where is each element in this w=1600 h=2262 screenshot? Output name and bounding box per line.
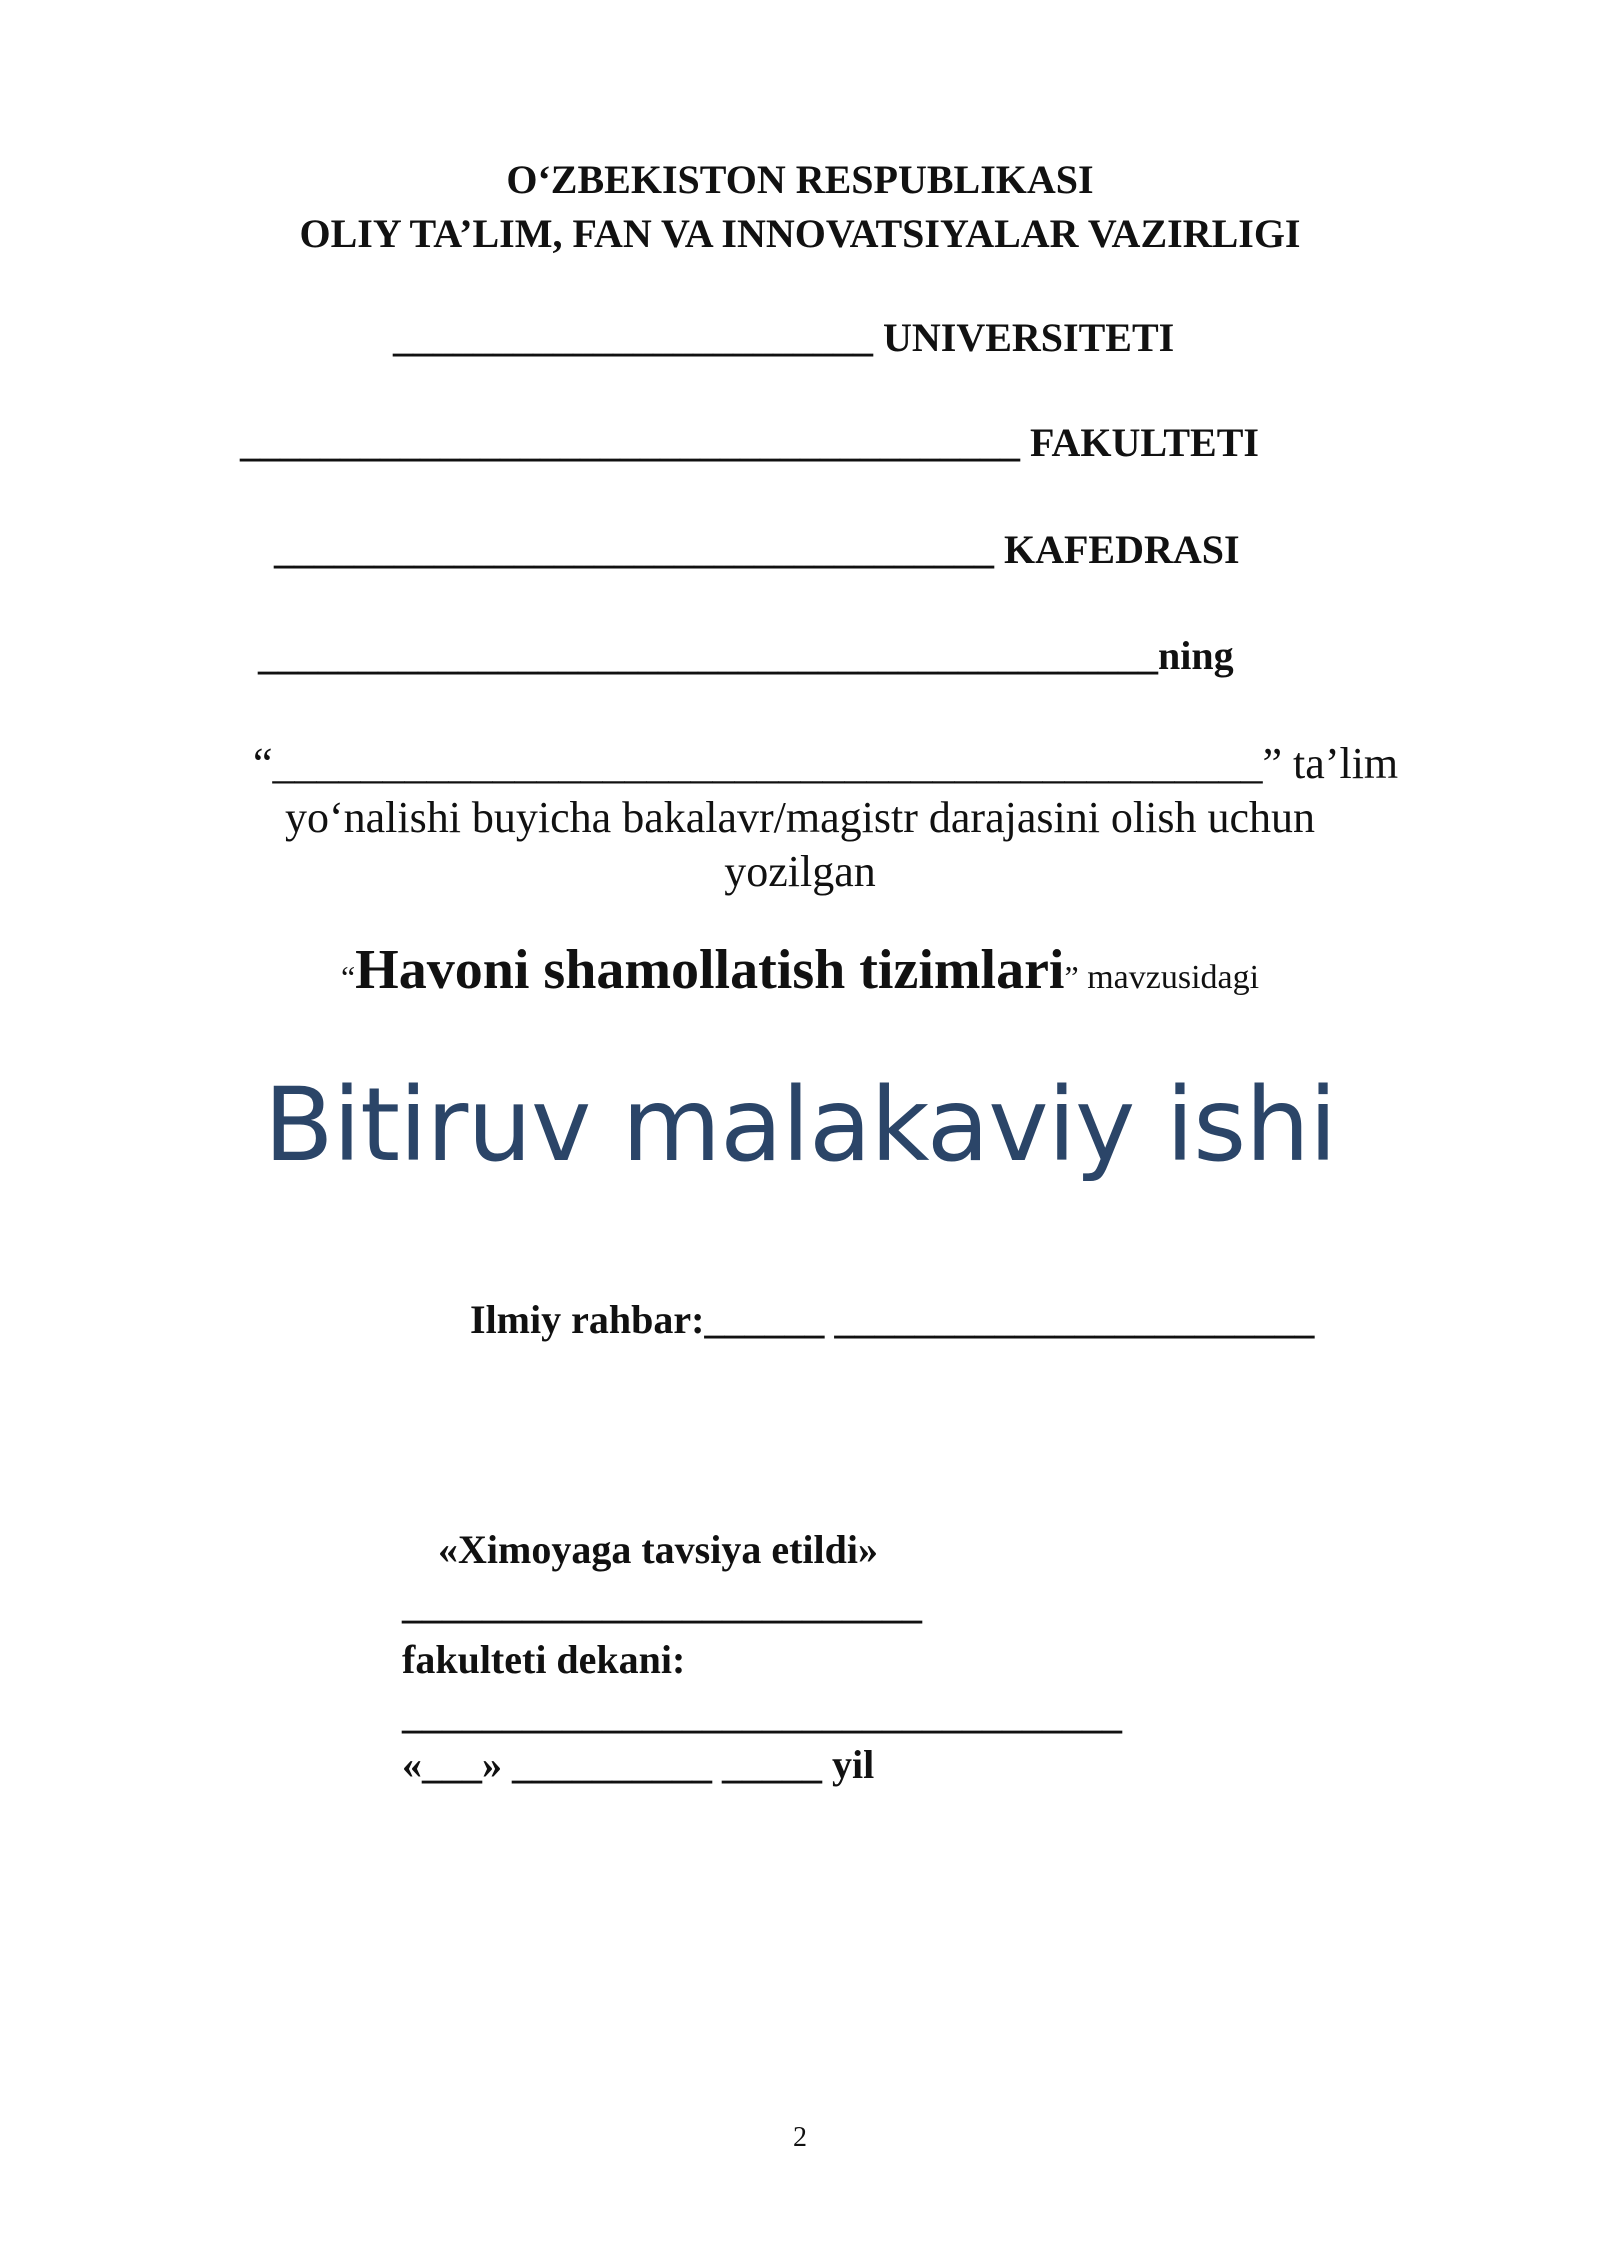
dean-label: fakulteti dekani: bbox=[402, 1637, 686, 1682]
faculty-field: _______________________________________ FAKULTETI bbox=[240, 420, 1259, 465]
document-type-title: Bitiruv malakaviy ishi bbox=[263, 1066, 1337, 1185]
direction-written: yozilgan bbox=[724, 847, 876, 896]
department-field: ____________________________________ KAFEDRASI bbox=[274, 527, 1240, 572]
ministry-header-line-1: O‘ZBEKISTON RESPUBLIKASI bbox=[506, 157, 1094, 202]
faculty-name-blank: __________________________ bbox=[402, 1582, 922, 1627]
direction-description: yo‘nalishi buyicha bakalavr/magistr darajasini olish uchun bbox=[284, 793, 1316, 842]
topic-close-quote: ” bbox=[1064, 959, 1079, 995]
page-number: 2 bbox=[793, 2122, 807, 2153]
student-field: _____________________________________________ning bbox=[258, 633, 1234, 678]
defense-recommendation-label: «Ximoyaga tavsiya etildi» bbox=[438, 1527, 878, 1572]
topic-open-quote: “ bbox=[340, 959, 356, 995]
topic-title: Havoni shamollatish tizimlari bbox=[355, 939, 1065, 1001]
thesis-topic bbox=[0, 939, 1600, 1001]
direction-field: “_____________________________________________” ta’lim bbox=[253, 739, 1399, 788]
ministry-header-line-2: OLIY TA’LIM, FAN VA INNOVATSIYALAR VAZIRLIGI bbox=[299, 211, 1301, 256]
dean-name-blank: ____________________________________ bbox=[402, 1692, 1122, 1737]
university-field: ________________________ UNIVERSITETI bbox=[393, 315, 1175, 360]
date-field: «___» __________ _____ yil bbox=[402, 1742, 875, 1787]
supervisor-field: Ilmiy rahbar:______ ________________________ bbox=[470, 1297, 1315, 1342]
topic-suffix: mavzusidagi bbox=[1078, 959, 1260, 996]
